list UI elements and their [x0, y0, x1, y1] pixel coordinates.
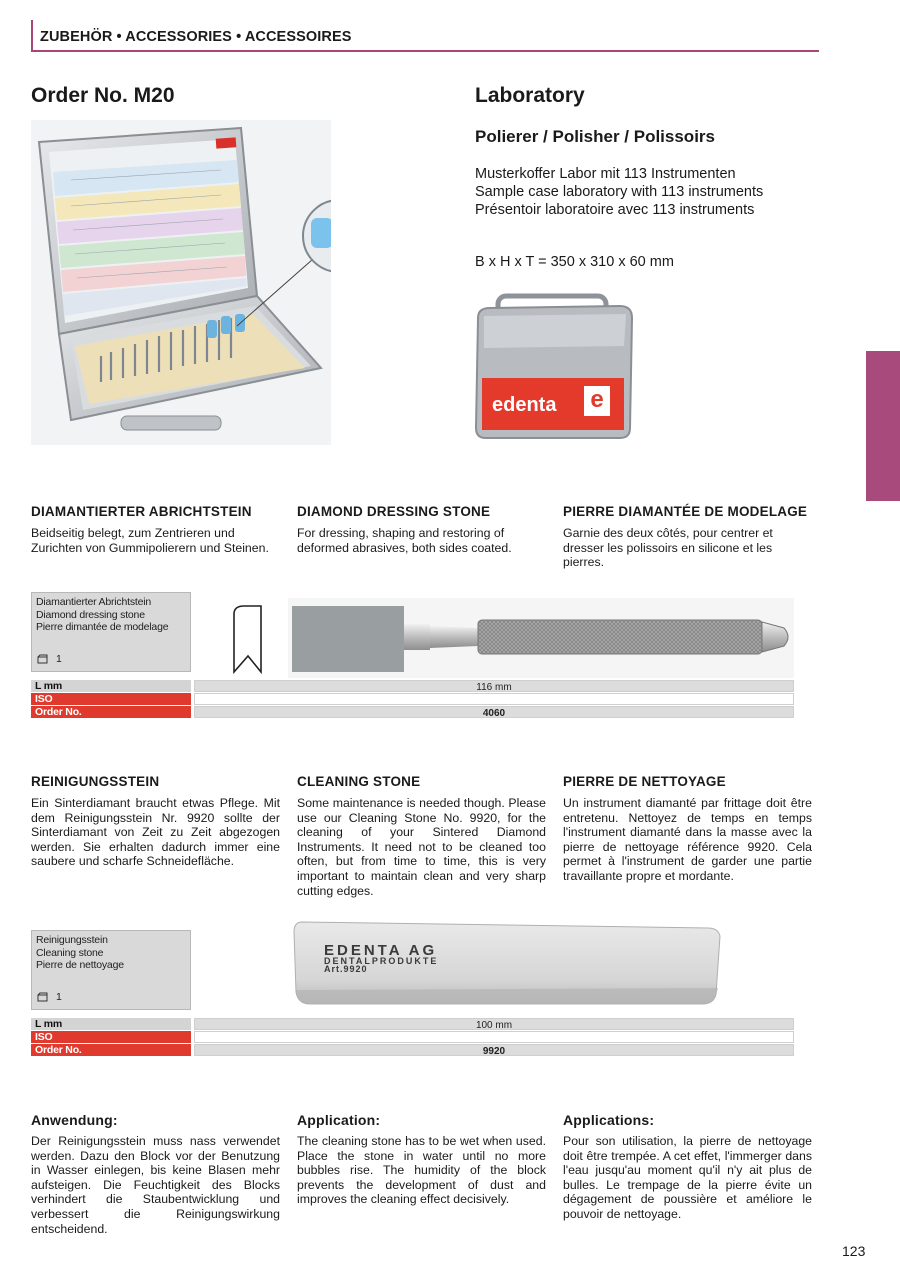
application-text-de: Der Reinigungsstein muss nass verwendet werden. Dazu den Block vor der Benutzung in Wasser einlegen, bis keine Blasen mehr aufsteigen. Die Feuchtigkeit des Blocks verhindert die Staubentwicklung und verbessert die Reinigungswirkung entscheidend. [31, 1134, 280, 1236]
package-icon [37, 992, 48, 1002]
cleaning-stone-image [288, 918, 728, 1010]
dressing-pack [37, 653, 62, 666]
spec-key-length: L mm [31, 1018, 191, 1030]
spec-val-order: 4060 [194, 706, 794, 718]
case-brand-logo: e [584, 386, 610, 416]
spec-val-iso [194, 693, 794, 705]
dressing-label-de: Diamantierter Abrichtstein [36, 596, 152, 608]
cleaning-label-de: Reinigungsstein [36, 934, 108, 946]
spec-val-length: 116 mm [194, 680, 794, 692]
lab-line-de: Musterkoffer Labor mit 113 Instrumenten [475, 166, 736, 182]
cleaning-label-box [31, 930, 191, 1010]
stone-print-brand: EDENTA AG [324, 942, 438, 959]
cleaning-text-fr: Un instrument diamanté par frittage doit être entretenu. Nettoyez de temps en temps l'instrument diamanté dans la masse avec la pierre de nettoyage référence 9920. Cela permet à l'instrument de garder une partie travaillante propre et mordante. [563, 796, 812, 883]
application-title-en: Application: [297, 1112, 381, 1128]
closed-sample-case-image [470, 290, 640, 442]
breadcrumb: ZUBEHÖR • ACCESSORIES • ACCESSOIRES [40, 29, 352, 45]
dressing-label-fr: Pierre dimantée de modelage [36, 621, 169, 633]
application-text-fr: Pour son utilisation, la pierre de nettoyage doit être trempée. A cet effet, l'immerger dans l'eau jusqu'au moment qu'il n'y ait plus de bulles. Le trempage de la pierre évite un dégagement de poussière et améliore le pouvoir de nettoyage. [563, 1134, 812, 1221]
spec-val-order: 9920 [194, 1044, 794, 1056]
spec-key-length: L mm [31, 680, 191, 692]
cleaning-text-de: Ein Sinterdiamant braucht etwas Pflege. Mit dem Reinigungsstein Nr. 9920 sollte der Sinterdiamant von Zeit zu Zeit abgezogen werden. Sie erhalten dadurch immer eine saubere und scharfe Schneidefläche. [31, 796, 280, 869]
stone-print-subtitle: DENTALPRODUKTE [324, 956, 439, 966]
spec-val-iso [194, 1031, 794, 1043]
open-sample-case-image [31, 120, 331, 445]
lab-dimensions: B x H x T = 350 x 310 x 60 mm [475, 254, 674, 270]
application-title-fr: Applications: [563, 1112, 655, 1128]
dressing-text-en: For dressing, shaping and restoring of deformed abrasives, both sides coated. [297, 526, 512, 555]
spec-val-length: 100 mm [194, 1018, 794, 1030]
order-title: Order No. M20 [31, 84, 175, 107]
cleaning-spec-table [31, 1018, 794, 1058]
dressing-text-de: Beidseitig belegt, zum Zentrieren und Zurichten von Gummipolierern und Steinen. [31, 526, 269, 555]
dressing-stone-image [288, 598, 794, 678]
cleaning-label-fr: Pierre de nettoyage [36, 959, 124, 971]
spec-key-order: Order No. [31, 1044, 191, 1056]
section-header [31, 20, 819, 52]
dressing-pack-count: 1 [56, 652, 62, 665]
dressing-title-fr: PIERRE DIAMANTÉE DE MODELAGE [563, 504, 808, 519]
lab-title: Laboratory [475, 84, 585, 107]
dressing-label-box [31, 592, 191, 672]
lab-line-fr: Présentoir laboratoire avec 113 instruments [475, 202, 755, 218]
application-text-en: The cleaning stone has to be wet when used. Place the stone in water until no more bubbles rise. The humidity of the block prevents the development of dust and improves the cleaning effect decisively. [297, 1134, 546, 1207]
cleaning-title-fr: PIERRE DE NETTOYAGE [563, 774, 726, 789]
dressing-stone-profile-icon [232, 604, 264, 674]
lab-line-en: Sample case laboratory with 113 instruments [475, 184, 764, 200]
spec-key-iso: ISO [31, 693, 191, 705]
cleaning-title-de: REINIGUNGSSTEIN [31, 774, 160, 789]
cleaning-label-en: Cleaning stone [36, 946, 104, 959]
dressing-title-de: DIAMANTIERTER ABRICHTSTEIN [31, 504, 252, 519]
spec-key-iso: ISO [31, 1031, 191, 1043]
cleaning-text-en: Some maintenance is needed though. Please use our Cleaning Stone No. 9920, for the cleaning of your Sintered Diamond Instruments. It need not to be cleaned too often, but from time to time, this is very important to maintain clean and very sharp cutting edges. [297, 796, 546, 898]
side-tab-marker [866, 351, 900, 501]
lab-description [475, 165, 763, 219]
cleaning-pack [37, 991, 62, 1004]
dressing-text-fr: Garnie des deux côtés, pour centrer et dresser les polissoirs en silicone et les pierres. [563, 526, 773, 570]
lab-subtitle: Polierer / Polisher / Polissoirs [475, 127, 715, 146]
spec-key-order: Order No. [31, 706, 191, 718]
cleaning-title-en: CLEANING STONE [297, 774, 421, 789]
application-title-de: Anwendung: [31, 1112, 118, 1128]
stone-print-article: Art.9920 [324, 964, 368, 974]
cleaning-pack-count: 1 [56, 990, 62, 1003]
case-brand-text: edenta [492, 394, 557, 416]
page-number: 123 [842, 1243, 866, 1259]
dressing-label-en: Diamond dressing stone [36, 608, 145, 621]
dressing-title-en: DIAMOND DRESSING STONE [297, 504, 491, 519]
dressing-spec-table [31, 680, 794, 720]
package-icon [37, 654, 48, 664]
